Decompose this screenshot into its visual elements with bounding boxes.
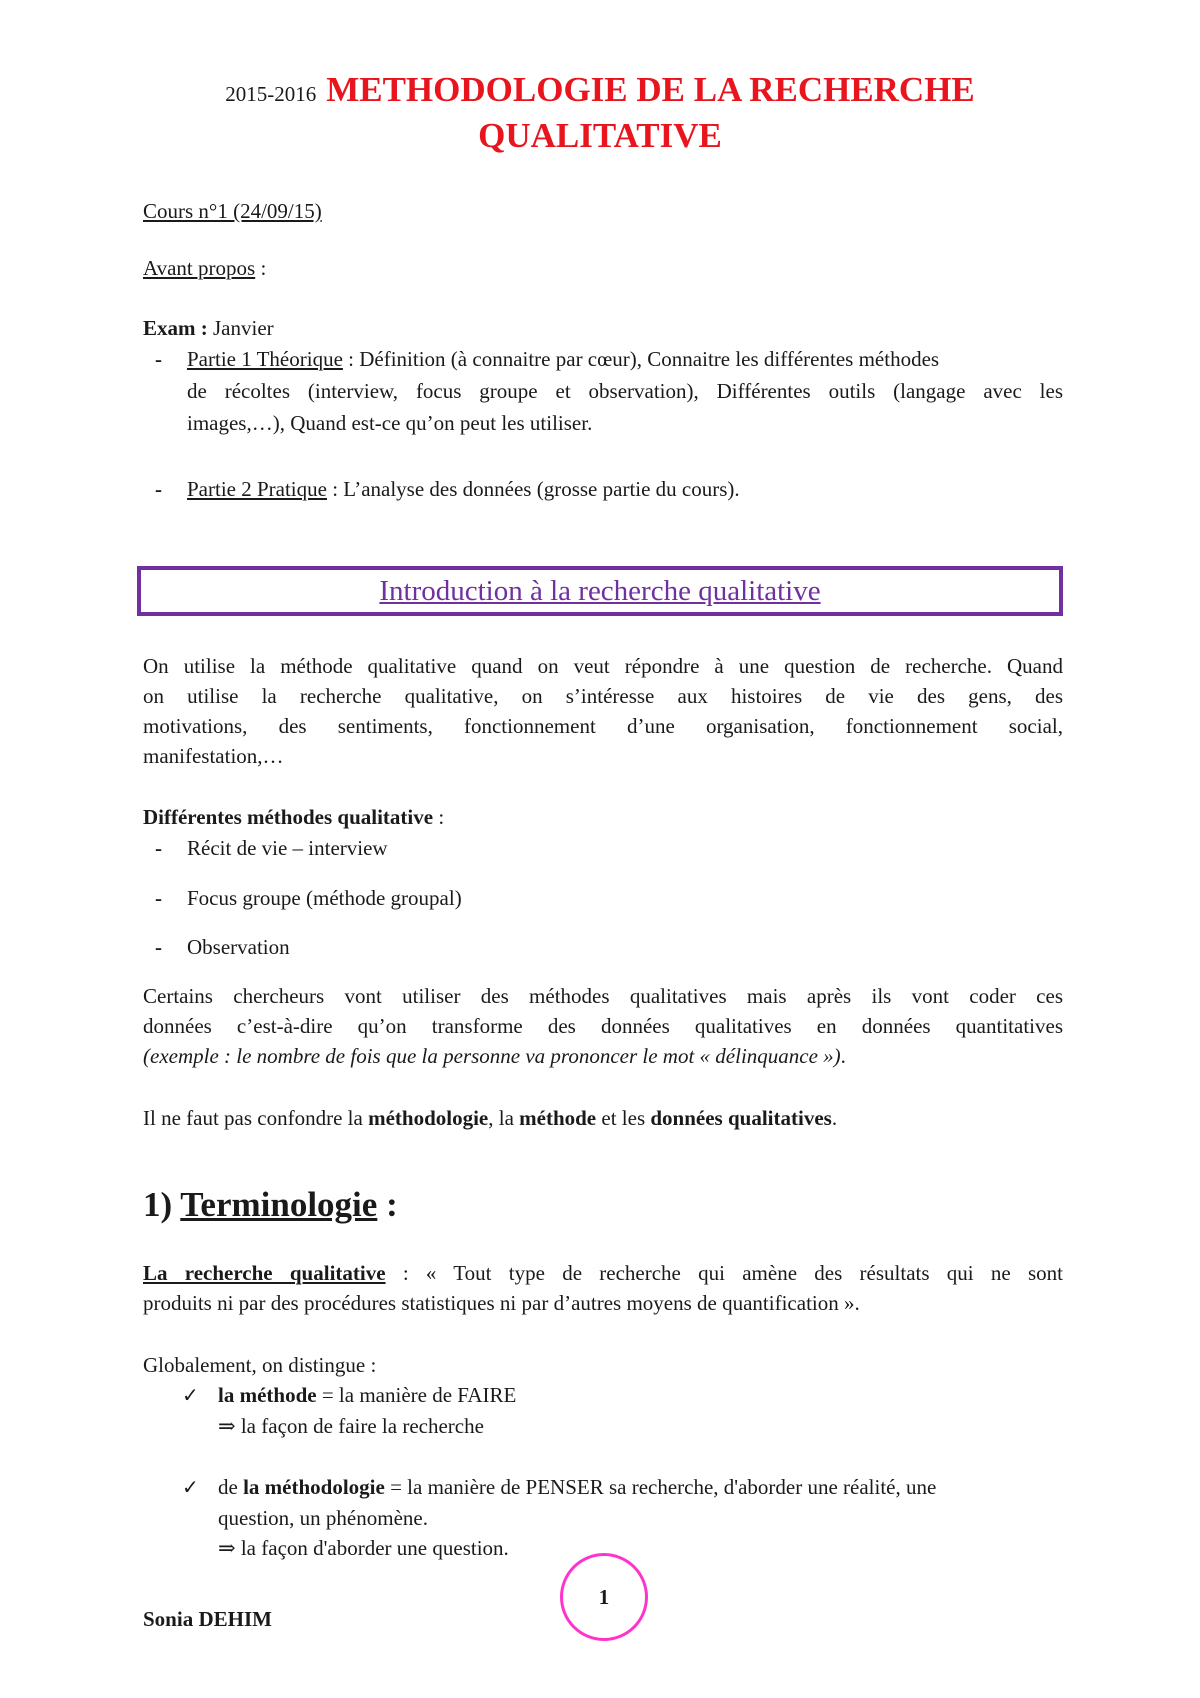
check-item-2 — [218, 1477, 936, 1498]
avant-propos — [143, 258, 266, 279]
check-mark-icon: ✓ — [182, 1385, 199, 1407]
bullet-dash-icon: - — [155, 935, 162, 959]
definition-line2: produits ni par des procédures statistiques ni par d’autres moyens de quantification ». — [143, 1291, 860, 1315]
intro-para-line4: manifestation,… — [143, 744, 284, 768]
definition-term: La recherche qualitative — [143, 1261, 386, 1285]
check-item-2-bold: la méthodologie — [243, 1475, 385, 1499]
exam-item-1-line1 — [187, 349, 939, 370]
check-item-1-sub: ⇒ la façon de faire la recherche — [218, 1414, 484, 1438]
confondre-bold3: données qualitatives — [650, 1106, 832, 1130]
intro-para-line1: On utilise la méthode qualitative quand on veut répondre à une question de recherche. Quand — [143, 654, 1063, 678]
confondre-bold2: méthode — [519, 1106, 597, 1130]
certains-end: . — [840, 1044, 846, 1068]
confondre-part1: Il ne faut pas confondre la — [143, 1106, 369, 1130]
confondre-sentence — [143, 1108, 837, 1129]
exam-item-1-line3: images,…), Quand est-ce qu’on peut les utiliser. — [187, 411, 593, 435]
course-label: Cours n°1 (24/09/15) — [143, 199, 322, 223]
check-item-2-line2: question, un phénomène. — [218, 1506, 428, 1530]
intro-heading: Introduction à la recherche qualitative — [379, 574, 821, 607]
intro-para-line3: motivations, des sentiments, fonctionnement d’une organisation, fonctionnement social, — [143, 714, 1063, 738]
intro-heading-box — [137, 566, 1063, 616]
definition-text: : « Tout type de recherche qui amène des résultats qui ne sont — [385, 1261, 1063, 1285]
method-item-3: Observation — [187, 935, 290, 959]
exam-item-1-title: Partie 1 Théorique — [187, 347, 343, 371]
title-text: METHODOLOGIE DE LA RECHERCHE — [326, 70, 975, 109]
check-item-2-rest: = la manière de PENSER sa recherche, d'aborder une réalité, une — [384, 1475, 937, 1499]
intro-para-line2: on utilise la recherche qualitative, on s’intéresse aux histoires de vie des gens, des — [143, 684, 1063, 708]
exam-item-2-line1 — [187, 479, 740, 500]
bullet-dash-icon: - — [155, 836, 162, 860]
check-item-2-sub: ⇒ la façon d'aborder une question. — [218, 1536, 509, 1560]
avant-propos-suffix: : — [255, 256, 267, 280]
bullet-dash-icon: - — [155, 347, 162, 371]
methods-heading — [143, 807, 444, 828]
author-name: Sonia DEHIM — [143, 1607, 272, 1631]
check-item-1-bold: la méthode — [218, 1383, 317, 1407]
section-heading-terminologie — [143, 1187, 398, 1222]
check-item-2-pre: de — [218, 1475, 244, 1499]
confondre-part2: , la — [488, 1106, 520, 1130]
check-mark-icon: ✓ — [182, 1477, 199, 1499]
confondre-part4: . — [831, 1106, 838, 1130]
exam-item-1-text: : Définition (à connaitre par cœur), Connaitre les différentes méthodes — [342, 347, 940, 371]
certains-line3 — [143, 1046, 846, 1067]
section-title: Terminologie — [180, 1185, 378, 1224]
avant-propos-label: Avant propos — [143, 256, 256, 280]
document-title-line1 — [0, 72, 1200, 107]
check-item-1-rest: = la manière de FAIRE — [316, 1383, 517, 1407]
confondre-bold1: méthodologie — [368, 1106, 489, 1130]
method-item-2: Focus groupe (méthode groupal) — [187, 886, 462, 910]
bullet-dash-icon: - — [155, 477, 162, 501]
confondre-part3: et les — [596, 1106, 651, 1130]
exam-item-1-line2: de récoltes (interview, focus groupe et observation), Différentes outils (langage avec les — [187, 379, 1063, 403]
exam-label: Exam : — [143, 316, 208, 340]
section-suffix: : — [377, 1185, 398, 1224]
document-title-line2: QUALITATIVE — [478, 116, 722, 155]
exam-item-2-title: Partie 2 Pratique — [187, 477, 327, 501]
check-item-1 — [218, 1385, 516, 1406]
methods-label: Différentes méthodes qualitative — [143, 805, 434, 829]
globalement-text: Globalement, on distingue : — [143, 1353, 377, 1377]
methods-suffix: : — [433, 805, 445, 829]
method-item-1: Récit de vie – interview — [187, 836, 388, 860]
section-number: 1) — [143, 1185, 181, 1224]
bullet-dash-icon: - — [155, 886, 162, 910]
exam-line — [143, 318, 274, 339]
certains-line1: Certains chercheurs vont utiliser des méthodes qualitatives mais après ils vont coder ces — [143, 984, 1063, 1008]
certains-example: (exemple : le nombre de fois que la personne va prononcer le mot « délinquance ») — [143, 1044, 841, 1068]
definition-line1 — [143, 1263, 1063, 1284]
exam-item-2-text: : L’analyse des données (grosse partie du cours). — [326, 477, 740, 501]
exam-value: Janvier — [207, 316, 274, 340]
certains-line2: données c’est-à-dire qu’on transforme des données qualitatives en données quantitatives — [143, 1014, 1063, 1038]
page-number: 1 — [560, 1553, 648, 1641]
academic-year: 2015-2016 — [225, 82, 317, 106]
